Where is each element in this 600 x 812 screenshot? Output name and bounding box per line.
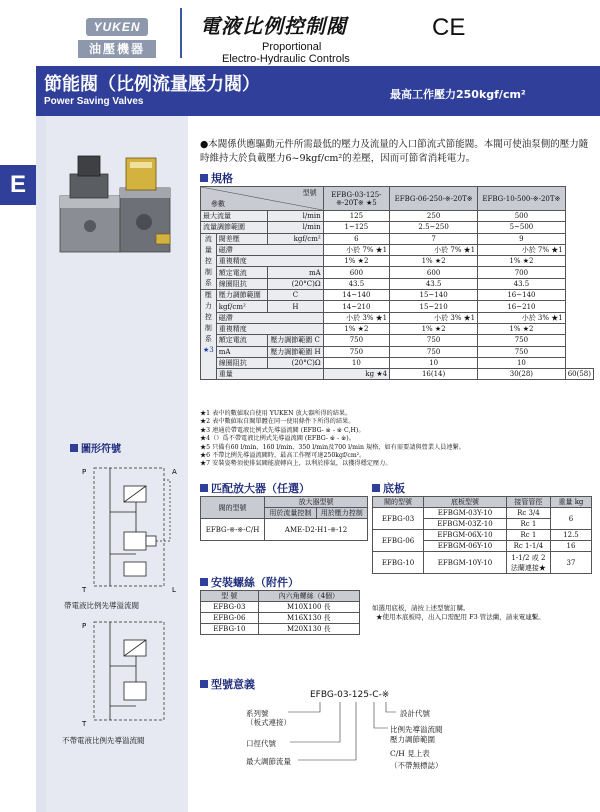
table-row: EFBG-06 M16X130 長 <box>201 613 360 624</box>
spec-table <box>200 186 594 380</box>
port-label-l: L <box>172 586 176 594</box>
logo-subtitle: 油壓機器 <box>78 40 156 58</box>
table-row: EFBGM-06Y-10 Rc 1-1/4 16 <box>373 541 592 552</box>
page-title: 節能閥（比例流量壓力閥） <box>44 74 260 95</box>
designation-series-sub: （板式連接） <box>246 718 291 727</box>
subplate-table: 閥的型號 底板型號 接管管徑 重量 kg EFBG-03 EFBGM-03Y-10 Rc 3/4 6 EFBGM-03Z-10 Rc 1 EFBG-06 EFBGM-06X-10 Rc 1 12.5 EFBGM-06Y-10 Rc 1-1/4 16 EFBG-10 EFBGM-10Y-10 1-1/2 或 2 法蘭連接★ 37 <box>372 496 592 574</box>
port-label-p: P <box>82 468 87 476</box>
table-row: EFBG-10 M20X130 長 <box>201 624 360 635</box>
hydraulic-symbol-diagram-1 <box>80 462 184 596</box>
table-row: 重複精度 1% ★2 1% ★2 1% ★2 <box>201 323 594 334</box>
table-row: 重量 kg ★4 16(14) 30(28) 60(58) <box>201 369 594 380</box>
left-strip <box>36 116 46 812</box>
table-row: kgf/cm² H 14~210 15~210 16~210 <box>201 301 594 312</box>
table-row: EFBG-06 EFBGM-06X-10 Rc 1 12.5 <box>373 530 592 541</box>
table-row: 壓 力 控 制 系 ★3 壓力調節範圍 C 14~140 15~140 16~140 <box>201 290 594 301</box>
amplifier-table: 閥的型號 放大器型號 用於流量控制 用於壓力控制 EFBG-※-※-C/H AME-D2-H1-※-12 <box>200 496 368 541</box>
port-label-t: T <box>82 586 87 594</box>
table-row: 額定電流 壓力調節範圍 C 750 750 750 <box>201 335 594 346</box>
designation-flow: 最大調節流量 <box>246 757 291 766</box>
param-label: 參數 <box>211 200 225 208</box>
subplate-note-1: 如選用底板，請按上述型號訂購。 <box>372 604 470 612</box>
valve-photo <box>56 148 180 264</box>
page-subtitle: Power Saving Valves <box>44 96 144 107</box>
port-label-p: P <box>82 622 87 630</box>
footnote: ★5 只備有60 l/min、160 l/min、350 l/min及700 l/min 規格，如有需要請與營業人員連繫。 <box>200 443 465 451</box>
footnotes <box>200 410 590 469</box>
symbol-caption-1: 帶電液比例先導溢流閥 <box>64 601 139 610</box>
table-row: EFBG-10 EFBGM-10Y-10 1-1/2 或 2 法蘭連接★ 37 <box>373 552 592 574</box>
spec-header-corner <box>201 187 324 211</box>
designation-none-note: （不帶無標誌） <box>390 761 443 770</box>
table-row: EFBG-03 M10X100 長 <box>201 602 360 613</box>
spec-section-title: 規格 <box>200 170 233 186</box>
table-row: 流 量 控 制 系 閥差壓 kgf/cm² 6 7 9 <box>201 233 594 244</box>
designation-pilot: 比例先導溢流閥 <box>390 725 443 734</box>
footnote: ★3 連通於帶電液比例式先導溢流閥 (EFBG- ※ - ※ C,H)。 <box>200 426 365 434</box>
footnote: ★7 安裝姿勢須使排氣閥能旋轉向上，以利於排氣，以獲得穩定壓力。 <box>200 460 392 468</box>
footnote: ★2 表中數値取自閥單體在同一使用條件下所得的結果。 <box>200 418 355 426</box>
ce-mark: CE <box>432 14 466 41</box>
header-divider <box>180 8 182 58</box>
footnote: ★4（）爲不帶電液比例式先導溢流閥 (EFBG- ※ - ※)。 <box>200 435 355 443</box>
subplate-section-title: 底板 <box>372 480 405 496</box>
table-row: EFBG-03 EFBGM-03Y-10 Rc 3/4 6 <box>373 508 592 519</box>
bolts-table: 型 號 內六角螺絲（4個） EFBG-03 M10X100 長 EFBG-06 M16X130 長 EFBG-10 M20X130 長 <box>200 590 360 635</box>
footnote: ★1 表中的數値取自使用 YUKEN 放大器所得的結果。 <box>200 410 352 417</box>
table-row: mA 壓力調節範圍 H 750 750 750 <box>201 346 594 357</box>
port-label-t: T <box>82 720 87 728</box>
header-title-en-2: Electro-Hydraulic Controls <box>222 53 350 65</box>
bolts-section-title: 安裝螺絲（附件） <box>200 574 299 590</box>
intro-paragraph: ●本閥係供應驅動元件所需最低的壓力及流量的入口節流式節能閥。本閥可使油泵側的壓力隨時維持大於負載壓力6~9kgf/cm²的差壓，因而可節省消耗電力。 <box>200 139 589 164</box>
designation-ch-note: C/H 見上表 <box>390 749 430 758</box>
model-col-06: EFBG-06-250-※-20T※ <box>390 187 478 211</box>
pressure-group-label: 壓 力 控 制 系 ★3 <box>201 290 217 380</box>
table-row: 重複精度 1% ★2 1% ★2 1% ★2 <box>201 256 594 267</box>
symbol-section-title: 圖形符號 <box>70 440 121 455</box>
model-col-03: EFBG-03-125-※-20T※ ★5 <box>323 187 389 211</box>
table-row: EFBG-※-※-C/H AME-D2-H1-※-12 <box>201 519 368 541</box>
designation-section-title: 型號意義 <box>200 676 255 692</box>
max-pressure-label: 最高工作壓力250kgf/cm² <box>390 88 526 101</box>
logo-brand: YUKEN <box>86 18 148 36</box>
brand-logo <box>78 18 156 60</box>
table-row: 最大流量 l/min 125 250 500 <box>201 211 594 222</box>
flow-group-label: 流 量 控 制 系 <box>201 233 217 289</box>
amplifier-section-title: 匹配放大器（任選） <box>200 480 310 496</box>
designation-pilot-sub: 壓力調節範圍 <box>390 735 435 744</box>
section-tab-e: E <box>0 165 36 205</box>
table-row: 線圈阻抗 (20°C)Ω 10 10 10 <box>201 357 594 368</box>
footnote: ★6 不帶比例先導溢流閥時，最高工作壓可達250kgf/cm²。 <box>200 452 366 460</box>
table-row: EFBGM-03Z-10 Rc 1 <box>373 519 592 530</box>
port-label-a: A <box>172 468 177 476</box>
model-label: 型號 <box>302 189 317 197</box>
table-row: 磁滯 小於 3% ★1 小於 3% ★1 小於 3% ★1 <box>201 312 594 323</box>
symbol-caption-2: 不帶電液比例先導溢流閥 <box>62 736 145 745</box>
model-code: EFBG-03-125-C-※ <box>310 690 390 700</box>
table-row: 額定電流 mA 600 600 700 <box>201 267 594 278</box>
table-row: 流量調節範圍 l/min 1~125 2.5~250 5~500 <box>201 222 594 233</box>
designation-design-code: 設計代號 <box>400 709 430 718</box>
section-marker-icon <box>200 174 208 182</box>
table-row: 磁滯 小於 7% ★1 小於 7% ★1 小於 7% ★1 <box>201 244 594 255</box>
designation-size: 口徑代號 <box>246 739 276 748</box>
model-col-10: EFBG-10-500-※-20T※ <box>478 187 566 211</box>
header-title-en-1: Proportional <box>262 41 322 53</box>
header-title-zh: 電液比例控制閥 <box>200 14 347 38</box>
hydraulic-symbol-diagram-2 <box>80 616 184 730</box>
designation-series: 系列號 <box>246 709 269 718</box>
subplate-note-2: ★使用本底板時，出入口需配用 F3 管法蘭，請來電連繫。 <box>376 613 545 621</box>
table-row: 線圈阻抗 (20°C)Ω 43.5 43.5 43.5 <box>201 278 594 289</box>
